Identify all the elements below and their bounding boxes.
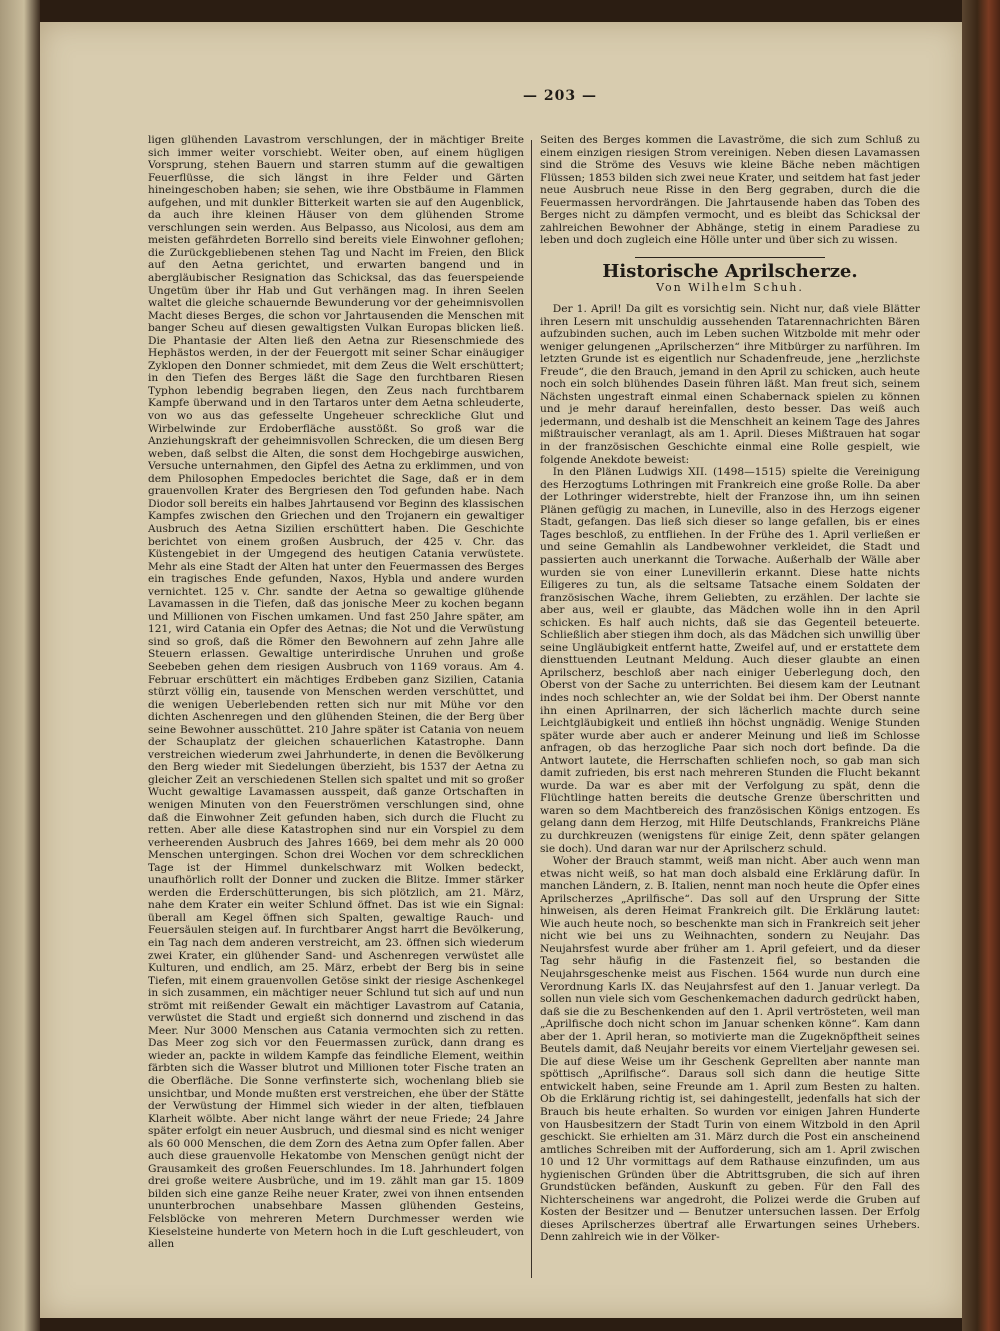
article-author: Von Wilhelm Schuh. <box>656 281 804 295</box>
section-rule <box>635 257 825 258</box>
continuation-paragraph: Seiten des Berges kommen die Lavaströme, die sich zum Schluß zu einem einzigen riesigen Strom vereinigen. Neben diesen Lavamassen sind die Ströme des Vesuvs wie kleine Bäche neben mächtigen Flüssen; 1853 bilden sich zwei neue Krater, und seitdem hat fast jeder neue Ausbruch neue Risse in den Berg gegraben, durch die die Feuermassen hervordrängen. Die Jahrtausende haben das Toben des Berges nicht zu dämpfen vermocht, und es bleibt das Schicksal der zahlreichen Bewohner der Abhänge, stetig in einem Paradiese zu leben und doch zugleich eine Hölle unter und über sich zu wissen. <box>540 134 920 247</box>
page-number: — 203 — <box>523 88 597 104</box>
article-paragraph: Woher der Brauch stammt, weiß man nicht. Aber auch wenn man etwas nicht weiß, so hat man doch alsbald eine Erklärung dafür. In manchen Ländern, z. B. Italien, nennt man noch heute die Opfer eines Aprilscherzes „Aprilfische“. Das soll auf den Ursprung der Sitte hinweisen, als deren Heimat Frankreich gilt. Die Erklärung lautet: Wie auch heute noch, so beschenkte man sich in Frankreich seit jeher nicht wie bei uns zu Weihnachten, sondern zu Neujahr. Das Neujahrsfest wurde aber früher am 1. April gefeiert, und da dieser Tag sehr häufig in die Fastenzeit fiel, so bestanden die Neujahrsgeschenke meist aus Fischen. 1564 wurde nun durch eine Verordnung Karls IX. das Neujahrsfest auf den 1. Januar verlegt. Da sollen nun viele sich vom Geschenkemachen dadurch gedrückt haben, daß sie die zu Beschenkenden auf den 1. April vertrösteten, weil man „Aprilfische doch nicht schon im Januar schenken könne“. Kam dann aber der 1. April heran, so motivierte man die Zugeknöpftheit seines Beutels damit, daß Neujahr bereits vor einem Vierteljahr gewesen sei. Die auf diese Weise um ihr Geschenk Geprellten aber nannte man spöttisch „Aprilfische“. Daraus soll sich dann die heutige Sitte entwickelt haben, seine Freunde am 1. April zum Besten zu halten. Ob die Erklärung richtig ist, sei dahingestellt, jedenfalls hat sich der Brauch bis heute erhalten. So wurden vor einigen Jahren Hunderte von Hausbesitzern der Stadt Turin von einem Witzbold in den April geschickt. Sie erhielten am 31. März durch die Post ein anscheinend amtliches Schreiben mit der Aufforderung, sich am 1. April zwischen 10 und 12 Uhr vormittags auf dem Rathause einzufinden, um aus hygienischen Gründen über die Abtrittsgruben, die sich auf ihren Grundstücken befänden, Auskunft zu geben. Für den Fall des Nichterscheinens war angedroht, die Polizei werde die Gruben auf Kosten der Besitzer und — Benutzer untersuchen lassen. Der Erfolg dieses Aprilscherzes übertraf alle Erwartungen seines Urhebers. Denn zahlreich wie in der Völker- <box>540 855 920 1244</box>
article-paragraph: Der 1. April! Da gilt es vorsichtig sein. Nicht nur, daß viele Blätter ihren Lesern mit unschuldig aussehenden Tatarennachrichten Bären aufzubinden suchen, auch im Leben suchen Witzbolde mit mehr oder weniger gelungenen „Aprilscherzen“ ihre Mitbürger zu narführen. Im letzten Grunde ist es eigentlich nur Schadenfreude, jene „herzlichste Freude“, die den Brauch, jemand in den April zu schicken, auch heute noch ein solch blühendes Dasein führen läßt. Man freut sich, seinem Nächsten ungestraft einmal einen Schabernack spielen zu können und je mehr darauf hereinfallen, desto besser. Das weiß auch jedermann, und deshalb ist die Menschheit an keinem Tage des Jahres mißtrauischer veranlagt, als am 1. April. Dieses Mißtrauen hat sogar in der französischen Geschichte einmal eine Rolle gespielt, wie folgende Anekdote beweist: <box>540 303 920 466</box>
left-paragraph: ligen glühenden Lavastrom verschlungen, der in mächtiger Breite sich immer weiter vorschiebt. Weiter oben, auf einem hügligen Vorsprung, stehen Bauern und starren stumm auf die gewaltigen Feuerflüsse, die sich längst in ihre Felder und Gärten hineingeschoben haben; sie sehen, wie ihre Obstbäume in Flammen aufgehen, und mit dunkler Bitterkeit warten sie auf den Augenblick, da auch ihre kleinen Häuser von dem glühenden Strome verschlungen sein werden. Aus Belpasso, aus Nicolosi, aus dem am meisten gefährdeten Borrello sind bereits viele Einwohner geflohen; die Zurückgebliebenen stehen Tag und Nacht im Freien, den Blick auf den Aetna gerichtet, und erwarten bangend und in abergläubischer Resignation das Schicksal, das das feuerspeiende Ungetüm über ihr Hab und Gut verhängen mag. In ihren Seelen waltet die gleiche schauernde Bewunderung vor der geheimnisvollen Macht dieses Berges, die schon vor Jahrtausenden die Menschen mit banger Scheu auf diesen gewaltigsten Vulkan Europas blicken ließ. Die Phantasie der Alten ließ den Aetna zur Riesenschmiede des Hephästos werden, in der der Feuergott mit seiner Schar einäugiger Zyklopen den Donner schmiedet, mit dem Zeus die Welt erschüttert; in den Tiefen des Berges läßt die Sage den furchtbaren Riesen Typhon lebendig begraben liegen, den Zeus nach furchtbarem Kampfe überwand und in den Tartaros unter dem Aetna schleuderte, von wo aus das gefesselte Ungeheuer schreckliche Glut und Wirbelwinde zur Erdoberfläche ausstößt. So groß war die Anziehungskraft der geheimnisvollen Schrecken, die um diesen Berg weben, daß selbst die Alten, die sonst dem Hochgebirge auswichen, Versuche unternahmen, den Gipfel des Aetna zu erklimmen, und von dem Philosophen Empedocles berichtet die Sage, daß er in dem grauenvollen Krater des Bergriesen den Tod gefunden habe. Nach Diodor soll bereits ein halbes Jahrtausend vor Beginn des klassischen Kampfes zwischen den Griechen und den Trojanern ein gewaltiger Ausbruch des Aetna Sizilien erschüttert haben. Die Geschichte berichtet von einem großen Ausbruch, der 425 v. Chr. das Küstengebiet in der Umgegend des heutigen Catania verwüstete. Mehr als eine Stadt der Alten hat unter den Feuermassen des Berges ein tragisches Ende gefunden, Naxos, Hybla und andere wurden vernichtet. 125 v. Chr. sandte der Aetna so gewaltige glühende Lavamassen in die Tiefen, daß das jonische Meer zu kochen begann und Millionen von Fischen umkamen. Und fast 250 Jahre später, am 121, wird Catania ein Opfer des Aetnas; die Not und die Verwüstung sind so groß, daß die Römer den Bewohnern auf zehn Jahre alle Steuern erlassen. Gewaltige unterirdische Unruhen und große Seebeben gehen dem riesigen Ausbruch von 1169 voraus. Am 4. Februar erschüttert ein mächtiges Erdbeben ganz Sizilien, Catania stürzt völlig ein, tausende von Menschen werden verschüttet, und die wenigen Ueberlebenden retten sich nur mit Mühe vor den dichten Aschenregen und den glühenden Steinen, die der Berg über seine Bewohner ausschüttet. 210 Jahre später ist Catania von neuem der Schauplatz der gleichen schauerlichen Katastrophe. Dann verstreichen wiederum zwei Jahrhunderte, in denen die Bevölkerung den Berg wieder mit Siedelungen überzieht, bis 1537 der Aetna zu gleicher Zeit an verschiedenen Stellen sich spaltet und mit so großer Wucht gewaltige Lavamassen ausspeit, daß ganze Ortschaften in wenigen Minuten von den Feuerströmen verschlungen sind, ohne daß die Einwohner Zeit gefunden haben, sich durch die Flucht zu retten. Aber alle diese Katastrophen sind nur ein Vorspiel zu dem verheerenden Ausbruch des Jahres 1669, bei dem mehr als 20 000 Menschen untergingen. Schon drei Wochen vor dem schrecklichen Tage ist der Himmel dunkelschwarz mit Wolken bedeckt, unaufhörlich rollt der Donner und zucken die Blitze. Immer stärker werden die Erderschütterungen, bis sich plötzlich, am 21. März, nahe dem Krater ein weiter Schlund öffnet. Das ist wie ein Signal: überall am Kegel öffnen sich Spalten, gewaltige Rauch- und Feuersäulen steigen auf. In furchtbarer Angst harrt die Bevölkerung, ein Tag nach dem anderen verstreicht, am 23. öffnen sich wiederum zwei Krater, ein glühender Sand- und Aschenregen verwüstet alle Kulturen, und endlich, am 25. März, erbebt der Berg bis in seine Tiefen, mit einem grauenvollen Getöse sinkt der riesige Aschenkegel in sich zusammen, ein mächtiger neuer Schlund tut sich auf und nun strömt mit reißender Gewalt ein mächtiger Lavastrom auf Catania, verwüstet die Stadt und ergießt sich donnernd und zischend in das Meer. Nur 3000 Menschen aus Catania vermochten sich zu retten. Das Meer zog sich vor den Feuermassen zurück, dann drang es wieder an, packte in wildem Kampfe das feindliche Element, weithin färbten sich die Wasser blutrot und Millionen toter Fische traten an die Oberfläche. Die Sonne verfinsterte sich, wochenlang blieb sie unsichtbar, und Monde mußten erst verstreichen, ehe über der Stätte der Verwüstung der Himmel sich wieder in der alten, tiefblauen Klarheit wölbte. Aber nicht lange währt der neue Friede; 24 Jahre später erfolgt ein neuer Ausbruch, und diesmal sind es nicht weniger als 60 000 Menschen, die dem Zorn des Aetna zum Opfer fallen. Aber auch diese grauenvolle Hekatombe von Menschen genügt nicht der Grausamkeit des großen Feuerschlundes. Im 18. Jahrhundert folgen drei große weitere Ausbrüche, und im 19. zählt man gar 15. 1809 bilden sich eine ganze Reihe neuer Krater, zwei von ihnen entsenden ununterbrochen unabsehbare Massen glühenden Gesteins, Felsblöcke von mehreren Metern Durchmesser werden wie Kieselsteine hunderte von Metern hoch in die Luft geschleudert, von allen <box>148 134 524 1251</box>
right-column <box>540 134 920 1282</box>
book-binding-edge <box>962 0 1000 1331</box>
left-column <box>148 134 524 1282</box>
article-paragraph: In den Plänen Ludwigs XII. (1498—1515) spielte die Vereinigung des Herzogtums Lothringen mit Frankreich eine große Rolle. Da aber der Lothringer widerstrebte, hielt der Franzose ihn, um ihn seinen Plänen gefügig zu machen, in Luneville, also in des Herzogs eigener Stadt, gefangen. Das ließ sich dieser so lange gefallen, bis er eines Tages beschloß, zu entfliehen. In der Frühe des 1. April verließen er und seine Gemahlin als Landbewohner verkleidet, die Stadt und passierten auch unerkannt die Torwache. Außerhalb der Wälle aber wurden sie von einer Lunevillerin erkannt. Diese hatte nichts Eiligeres zu tun, als die seltsame Tatsache einem Soldaten der französischen Wache, ihrem Geliebten, zu erzählen. Der lachte sie aber aus, weil er glaubte, das Mädchen wolle ihn in den April schicken. Es half auch nichts, daß sie das Gegenteil beteuerte. Schließlich aber stiegen ihm doch, als das Mädchen sich unwillig über seine Ungläubigkeit entfernt hatte, Zweifel auf, und er erstattete dem diensttuenden Leutnant Meldung. Auch dieser glaubte an einen Aprilscherz, beschloß aber nach einiger Ueberlegung doch, den Oberst von der Sache zu unterrichten. Bei diesem kam der Leutnant indes noch schlechter an, wie der Soldat bei ihm. Der Oberst nannte ihn einen Aprilnarren, der sich lächerlich machte durch seine Leichtgläubigkeit und entließ ihn höchst ungnädig. Wenige Stunden später wurde aber auch er anderer Meinung und ließ im Schlosse anfragen, ob das herzogliche Paar sich noch dort befinde. Da die Antwort lautete, die Herrschaften schliefen noch, so gab man sich damit zufrieden, bis erst nach mehreren Stunden die Flucht bekannt wurde. Da war es aber mit der Verfolgung zu spät, denn die Flüchtlinge hatten bereits die deutsche Grenze überschritten und waren so dem Machtbereich des französischen Königs entzogen. Es gelang dann dem Herzog, mit Hilfe Deutschlands, Frankreichs Pläne zu durchkreuzen (wenigstens für einige Zeit, denn später gelangen sie doch). Und daran war nur der Aprilscherz schuld. <box>540 466 920 855</box>
column-divider <box>531 140 532 1278</box>
newspaper-page <box>40 22 962 1318</box>
article-title: Historische Aprilscherze. <box>602 260 858 282</box>
adjacent-page-edge <box>0 0 40 1331</box>
